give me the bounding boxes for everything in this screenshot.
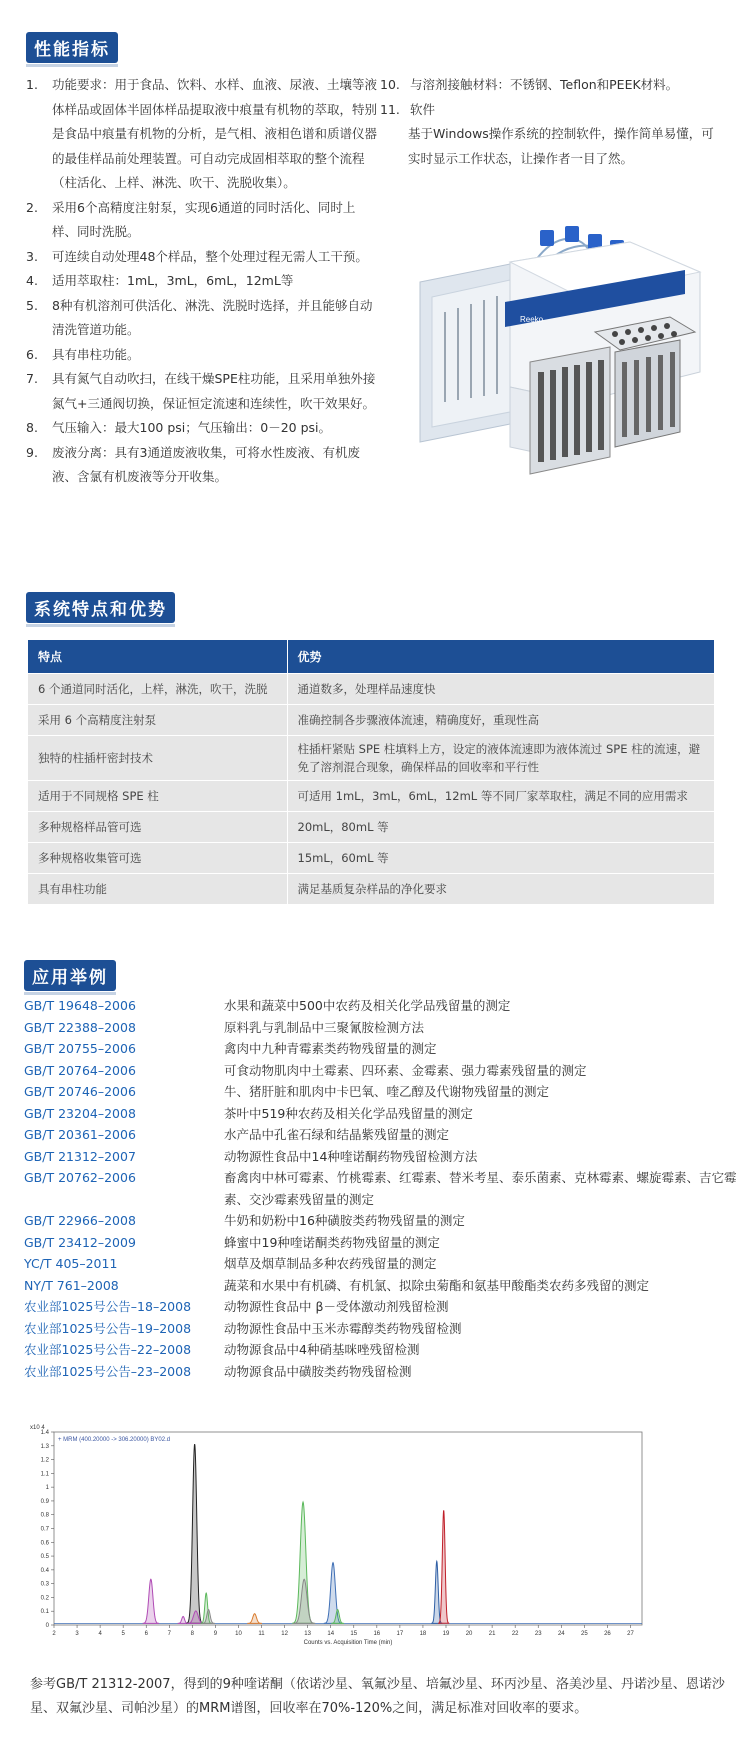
spec-num: 3. [26,248,38,264]
chart-header-text: + MRM (400.20000 -> 306.20000) BY02.d [58,1437,171,1443]
list-item [24,1361,739,1383]
spec-item [26,269,378,294]
x-tick-label: 21 [488,1631,496,1637]
list-item [24,1318,739,1340]
spec-text: 可连续自动处理48个样品，整个处理过程无需人工干预。 [52,248,368,264]
spec-num: 11. [380,101,400,117]
standard-description: 烟草及烟草制品多种农药残留量的测定 [224,1256,437,1271]
list-item [24,1296,739,1318]
standard-code: YC/T 405–2011 [24,1256,118,1271]
x-tick-label: 14 [327,1631,335,1637]
x-tick-label: 6 [144,1631,148,1637]
spec-item [26,416,378,441]
list-item [24,1103,739,1125]
spec-num: 8. [26,420,38,435]
spec-item [26,367,378,416]
x-tick-label: 7 [167,1631,171,1637]
standard-description: 动物源食品中4种硝基咪唑残留检测 [224,1342,420,1357]
brand-label: Reeko [520,315,544,324]
spec-num: 10. [380,77,400,92]
software-description: 基于Windows操作系统的控制软件，操作简单易懂，可实时显示工作状态，让操作者一目了然。 [408,126,714,166]
standard-description: 禽肉中九种青霉素类药物残留量的测定 [224,1041,437,1056]
standard-code: GB/T 22966–2008 [24,1213,136,1228]
y-tick-label: 0 [45,1623,49,1629]
y-tick-label: 0.7 [40,1526,49,1533]
x-tick-label: 5 [121,1631,125,1637]
standard-code: GB/T 20361–2006 [24,1127,136,1142]
spec-item [26,73,378,196]
list-item [24,1038,739,1060]
feature-cell: 采用 6 个高精度注射泵 [28,704,287,735]
table-row [28,673,715,704]
list-item [24,1124,739,1146]
standard-code: 农业部1025号公告–22–2008 [24,1342,192,1357]
x-tick-label: 13 [304,1631,311,1637]
x-tick-label: 27 [627,1631,634,1637]
x-tick-label: 12 [281,1631,288,1637]
feature-cell: 独特的柱插杆密封技术 [28,735,287,780]
standard-code: GB/T 22388–2008 [24,1019,136,1035]
spec-text: 8种有机溶剂可供活化、淋洗、洗脱时选择，并且能够自动清洗管道功能。 [52,297,373,337]
spec-item-10 [380,73,725,98]
advantage-cell: 通道数多，处理样品速度快 [287,673,715,704]
spec-num: 4. [26,273,38,288]
x-tick-label: 2 [52,1631,56,1637]
x-tick-label: 18 [419,1631,427,1637]
spec-item [26,294,378,343]
advantage-cell: 15mL，60mL 等 [287,842,715,873]
spec-text: 软件 [410,101,436,117]
list-item [24,1210,739,1232]
spec-item [26,343,378,368]
y-tick-label: 1.4 [40,1430,49,1436]
table-row [28,735,715,780]
spec-item-11 [380,98,725,123]
standard-code: GB/T 20762–2006 [24,1170,136,1185]
table-row [28,811,715,842]
spec-text: 功能要求：用于食品、饮料、水样、血液、尿液、土壤等液体样品或固体半固体样品提取液中痕量有机物的萃取，特别是食品中痕量有机物的分析，是气相、液相色谱和质谱仪器的最佳样品前处理装置。可自动完成固相萃取的整个流程（柱活化、上样、淋洗、吹干、洗脱收集）。 [52,77,378,190]
x-tick-label: 20 [465,1631,473,1637]
y-tick-label: 1.1 [40,1471,49,1478]
section-title-features: 系统特点和优势 [26,592,175,623]
feature-cell: 多种规格收集管可选 [28,842,287,873]
advantage-cell: 可适用 1mL，3mL，6mL，12mL 等不同厂家萃取柱，满足不同的应用需求 [287,780,715,811]
spec-num: 9. [26,444,38,460]
spec-num: 5. [26,297,38,313]
x-tick-label: 23 [534,1631,542,1637]
plot-area [54,1432,642,1625]
standard-description: 牛、猪肝脏和肌肉中卡巴氧、喹乙醇及代谢物残留量的测定 [224,1084,550,1099]
column-header: 特点 [28,640,287,673]
mrm-chromatogram [28,1420,718,1663]
standard-code: GB/T 21312–2007 [24,1148,136,1164]
y-tick-label: 0.3 [40,1581,49,1588]
standard-code: GB/T 23204–2008 [24,1105,136,1121]
section-title-performance: 性能指标 [26,32,118,63]
spec-num: 1. [26,77,38,92]
features-table [28,640,715,904]
x-tick-label: 22 [511,1631,519,1637]
list-item [24,1275,739,1297]
x-tick-label: 3 [75,1631,79,1637]
table-row [28,780,715,811]
standard-description: 畜禽肉中林可霉素、竹桃霉素、红霉素、替米考星、泰乐菌素、克林霉素、螺旋霉素、吉它霉素、交沙霉素残留量的测定 [224,1170,737,1207]
x-axis-label: Counts vs. Acquisition Time (min) [303,1640,393,1646]
spec-list [26,73,378,490]
x-tick-label: 16 [373,1631,381,1637]
y-tick-label: 0.4 [40,1567,49,1574]
list-item [24,1232,739,1254]
spe-instrument-image [410,222,710,507]
spec-text: 具有串柱功能。 [52,346,140,362]
spec-text: 与溶剂接触材料：不锈钢、Teflon和PEEK材料。 [410,77,679,92]
x-tick-label: 4 [98,1631,102,1637]
x-tick-label: 26 [604,1631,611,1637]
standard-code: GB/T 20764–2006 [24,1062,136,1078]
list-item [24,1339,739,1361]
standard-description: 茶叶中519种农药及相关化学品残留量的测定 [224,1105,473,1121]
feature-cell: 适用于不同规格 SPE 柱 [28,780,287,811]
spec-text: 采用6个高精度注射泵，实现6通道的同时活化、同时上样、同时洗脱。 [52,199,356,239]
standard-description: 牛奶和奶粉中16种磺胺类药物残留量的测定 [224,1213,465,1228]
y-tick-label: 1.3 [40,1443,49,1450]
spec-num: 7. [26,371,38,386]
y-tick-label: 1 [45,1485,49,1492]
standard-description: 可食动物肌肉中土霉素、四环素、金霉素、强力霉素残留量的测定 [224,1062,587,1078]
list-item [24,1017,739,1039]
standard-description: 蜂蜜中19种喹诺酮类药物残留量的测定 [224,1234,440,1250]
application-list [24,995,739,1382]
y-tick-label: 0.2 [40,1595,49,1602]
standard-description: 动物源性食品中 β－受体激动剂残留检测 [224,1299,449,1314]
x-tick-label: 24 [557,1631,565,1637]
spec-text: 适用萃取柱：1mL，3mL，6mL，12mL等 [52,273,294,288]
spec-num: 2. [26,199,38,215]
feature-cell: 6 个通道同时活化，上样，淋洗，吹干，洗脱 [28,673,287,704]
chart-caption: 参考GB/T 21312-2007，得到的9种喹诺酮（依诺沙星、氧氟沙星、培氟沙星、环丙沙星、洛美沙星、丹诺沙星、恩诺沙星、双氟沙星、司帕沙星）的MRM谱图，回收率在70%-120%之间，满足标准对回收率的要求。 [30,1677,725,1716]
x-tick-label: 25 [581,1631,588,1637]
y-exponent-label: x10 4 [30,1425,45,1431]
standard-code: GB/T 19648–2006 [24,998,136,1013]
standard-description: 蔬菜和水果中有机磷、有机氯、拟除虫菊酯和氨基甲酸酯类农药多残留的测定 [224,1277,650,1293]
advantage-cell: 柱插杆紧贴 SPE 柱填料上方，设定的液体流速即为液体流过 SPE 柱的流速，避免了溶剂混合现象，确保样品的回收率和平行性 [287,735,715,780]
list-item [24,1060,739,1082]
spec-text: 具有氮气自动吹扫，在线干燥SPE柱功能，且采用单独外接氮气+三通阀切换，保证恒定流速和连续性，吹干效果好。 [52,371,376,411]
advantage-cell: 20mL，80mL 等 [287,811,715,842]
y-tick-label: 0.6 [40,1540,49,1547]
x-tick-label: 17 [396,1631,404,1637]
spec-item [26,196,378,245]
table-row [28,842,715,873]
spec-text: 废液分离：具有3通道废液收集，可将水性废液、有机废液、含氯有机废液等分开收集。 [52,444,360,484]
x-tick-label: 11 [258,1631,265,1637]
list-item [24,1081,739,1103]
standard-code: GB/T 23412–2009 [24,1234,136,1250]
spec-list-right [380,73,725,171]
y-tick-label: 0.8 [40,1512,49,1519]
list-item [24,1253,739,1275]
list-item [24,1146,739,1168]
x-tick-label: 8 [190,1631,195,1637]
column-header: 优势 [287,640,715,673]
spec-num: 6. [26,346,38,362]
table-row [28,873,715,904]
standard-description: 动物源性食品中玉米赤霉醇类药物残留检测 [224,1320,462,1336]
list-item [24,995,739,1017]
y-tick-label: 0.5 [40,1554,49,1561]
y-tick-label: 1.2 [40,1457,49,1464]
standard-code: GB/T 20755–2006 [24,1041,136,1056]
standard-code: GB/T 20746–2006 [24,1084,136,1099]
x-tick-label: 10 [235,1631,242,1637]
table-header-row [28,640,715,673]
table-row [28,704,715,735]
spec-item [26,441,378,490]
standard-description: 动物源食品中磺胺类药物残留检测 [224,1363,412,1379]
x-tick-label: 19 [442,1631,450,1637]
y-tick-label: 0.9 [40,1498,49,1505]
standard-description: 水产品中孔雀石绿和结晶紫残留量的测定 [224,1127,450,1142]
standard-description: 水果和蔬菜中500中农药及相关化学品残留量的测定 [224,998,511,1013]
x-tick-label: 15 [350,1631,358,1637]
advantage-cell: 准确控制各步骤液体流速，精确度好，重现性高 [287,704,715,735]
x-tick-label: 9 [213,1631,218,1637]
standard-code: 农业部1025号公告–23–2008 [24,1363,192,1379]
feature-cell: 多种规格样品管可选 [28,811,287,842]
spec-text: 气压输入：最大100 psi；气压输出：0－20 psi。 [52,420,332,435]
list-item [24,1167,739,1210]
feature-cell: 具有串柱功能 [28,873,287,904]
advantage-cell: 满足基质复杂样品的净化要求 [287,873,715,904]
y-tick-label: 0.1 [40,1609,49,1616]
standard-code: NY/T 761–2008 [24,1277,119,1293]
spec-item [26,245,378,270]
section-title-applications: 应用举例 [24,960,116,991]
standard-description: 原料乳与乳制品中三聚氰胺检测方法 [224,1019,425,1035]
standard-code: 农业部1025号公告–19–2008 [24,1320,192,1336]
standard-code: 农业部1025号公告–18–2008 [24,1299,192,1314]
standard-description: 动物源性食品中14种喹诺酮药物残留检测方法 [224,1148,478,1164]
